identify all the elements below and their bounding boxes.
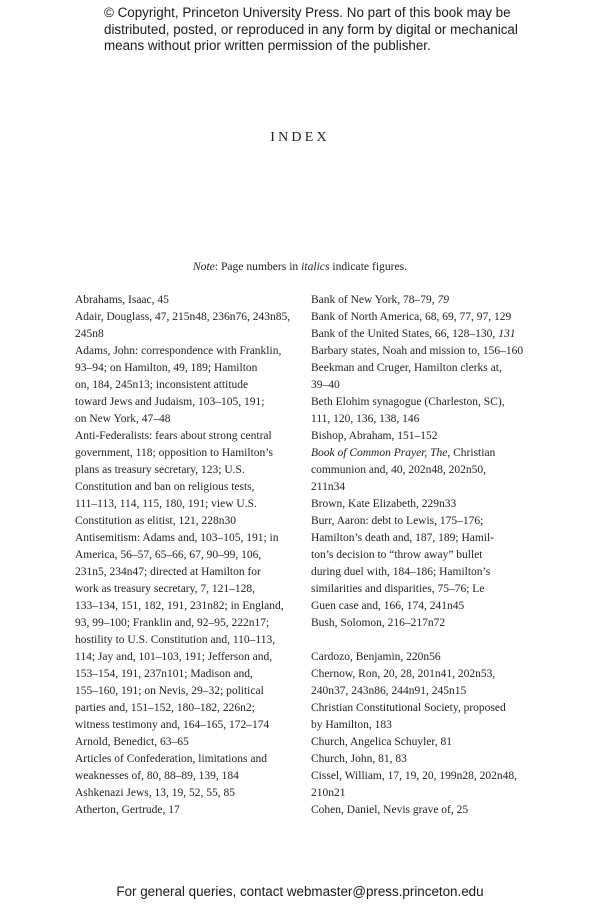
entry-line: parties and, 151–152, 180–182, 226n2;: [75, 702, 255, 714]
entry-line: 153–154, 191, 237n101; Madison and,: [75, 668, 253, 680]
entry-line: Arnold, Benedict, 63–65: [75, 736, 189, 748]
entry-line: by Hamilton, 183: [311, 719, 392, 731]
entry-line: Burr, Aaron: debt to Lewis, 175–176;: [311, 515, 484, 527]
entry-line: Hamilton’s death and, 187, 189; Hamil-: [311, 532, 495, 544]
entry-line: Articles of Confederation, limitations and: [75, 753, 267, 765]
index-entry: [75, 734, 315, 751]
entry-line: Atherton, Gertrude, 17: [75, 804, 180, 816]
entry-line: witness testimony and, 164–165, 172–174: [75, 719, 270, 731]
entry-line: communion and, 40, 202n48, 202n50,: [311, 464, 487, 476]
book-title: Book of Common Prayer, The: [311, 447, 448, 459]
index-column-left: [75, 292, 315, 819]
entry-line: 210n21: [311, 787, 346, 799]
entry-text: Bank of New York, 78–79,: [311, 294, 438, 306]
entry-line: on, 184, 245n13; inconsistent attitude: [75, 379, 249, 391]
index-entry: [311, 734, 551, 751]
entry-line: Guen case and, 166, 174, 241n45: [311, 600, 465, 612]
entry-text: , Christian: [447, 447, 496, 459]
index-entry: [75, 428, 315, 530]
entry-line: Beth Elohim synagogue (Charleston, SC),: [311, 396, 505, 408]
entry-line: weaknesses of, 80, 88–89, 139, 184: [75, 770, 239, 782]
index-entry: [311, 309, 551, 326]
index-entry: [311, 343, 551, 360]
entry-line: 211n34: [311, 481, 346, 493]
entry-line: plans as treasury secretary, 123; U.S.: [75, 464, 245, 476]
index-entry: [311, 292, 551, 309]
index-note: [0, 260, 600, 273]
entry-line: 240n37, 243n86, 244n91, 245n15: [311, 685, 467, 697]
index-entry: [311, 428, 551, 445]
note-text: : Page numbers in: [214, 260, 302, 273]
entry-line: Adams, John: correspondence with Franklin,: [75, 345, 282, 357]
index-entry: [75, 292, 315, 309]
entry-line: 155–160, 191; on Nevis, 29–32; political: [75, 685, 264, 697]
index-entry: [311, 751, 551, 768]
page-title: INDEX: [270, 130, 330, 145]
index-entry: [75, 785, 315, 802]
entry-line: Bishop, Abraham, 151–152: [311, 430, 438, 442]
figure-page-ref: 131: [498, 328, 516, 340]
entry-line: 93, 99–100; Franklin and, 92–95, 222n17;: [75, 617, 270, 629]
index-entry: [311, 360, 551, 394]
index-entry: [311, 700, 551, 734]
entry-text: Bank of the United States, 66, 128–130,: [311, 328, 499, 340]
entry-line: similarities and disparities, 75–76; Le: [311, 583, 485, 595]
entry-line: Chernow, Ron, 20, 28, 201n41, 202n53,: [311, 668, 496, 680]
copyright-line: distributed, posted, or reproduced in any form by digital or mechanical: [104, 21, 518, 37]
entry-line: Constitution and ban on religious tests,: [75, 481, 255, 493]
entry-line: 93–94; on Hamilton, 49, 189; Hamilton: [75, 362, 258, 374]
index-entry: [311, 768, 551, 802]
entry-line: Bank of North America, 68, 69, 77, 97, 129: [311, 311, 512, 323]
entry-line: [311, 292, 551, 309]
entry-line: government, 118; opposition to Hamilton’s: [75, 447, 273, 459]
entry-line: toward Jews and Judaism, 103–105, 191;: [75, 396, 265, 408]
entry-line: [311, 445, 551, 462]
entry-line: Barbary states, Noah and mission to, 156–160: [311, 345, 524, 357]
index-entry: [75, 309, 315, 343]
index-entry: [311, 496, 551, 513]
index-entry: [311, 326, 551, 343]
entry-line: Christian Constitutional Society, proposed: [311, 702, 506, 714]
entry-line: Anti-Federalists: fears about strong central: [75, 430, 272, 442]
entry-line: America, 56–57, 65–66, 67, 90–99, 106,: [75, 549, 262, 561]
index-entry: [311, 666, 551, 700]
entry-line: Beekman and Cruger, Hamilton clerks at,: [311, 362, 502, 374]
index-entry: [311, 649, 551, 666]
entry-line: Brown, Kate Elizabeth, 229n33: [311, 498, 457, 510]
entry-line: on New York, 47–48: [75, 413, 171, 425]
entry-line: Church, John, 81, 83: [311, 753, 407, 765]
entry-line: 111–113, 114, 115, 180, 191; view U.S.: [75, 498, 257, 510]
entry-line: Bush, Solomon, 216–217n72: [311, 617, 446, 629]
entry-line: Adair, Douglass, 47, 215n48, 236n76, 243n85,: [75, 311, 291, 323]
index-column-right: [311, 292, 551, 819]
entry-line: 133–134, 151, 182, 191, 231n82; in England,: [75, 600, 284, 612]
index-entry: [311, 615, 551, 632]
entry-line: 111, 120, 136, 138, 146: [311, 413, 420, 425]
entry-line: Cardozo, Benjamin, 220n56: [311, 651, 441, 663]
entry-line: Cissel, William, 17, 19, 20, 199n28, 202n48,: [311, 770, 518, 782]
entry-line: Antisemitism: Adams and, 103–105, 191; in: [75, 532, 279, 544]
index-entry: [311, 802, 551, 819]
footer-contact: For general queries, contact webmaster@press.princeton.edu: [116, 884, 484, 899]
index-entry: [75, 751, 315, 785]
entry-line: Cohen, Daniel, Nevis grave of, 25: [311, 804, 469, 816]
note-italic-word: italics: [301, 260, 330, 273]
index-entry: [311, 394, 551, 428]
entry-line: Ashkenazi Jews, 13, 19, 52, 55, 85: [75, 787, 236, 799]
note-text: indicate figures.: [329, 260, 408, 273]
entry-line: during duel with, 184–186; Hamilton’s: [311, 566, 491, 578]
copyright-line: © Copyright, Princeton University Press. No part of this book may be: [104, 5, 511, 20]
index-entry: [75, 343, 315, 428]
entry-line: 231n5, 234n47; directed at Hamilton for: [75, 566, 261, 578]
copyright-notice: [104, 5, 524, 55]
entry-line: work as treasury secretary, 7, 121–128,: [75, 583, 256, 595]
entry-line: Church, Angelica Schuyler, 81: [311, 736, 453, 748]
entry-line: ton’s decision to “throw away” bullet: [311, 549, 483, 561]
note-label: Note: [192, 260, 215, 273]
letter-group-gap: [311, 632, 551, 649]
copyright-line: means without prior written permission of the publisher.: [104, 38, 431, 53]
entry-line: Constitution as elitist, 121, 228n30: [75, 515, 237, 527]
figure-page-ref: 79: [437, 294, 449, 306]
entry-line: [311, 326, 551, 343]
index-entry: [311, 513, 551, 615]
index-entry: [75, 802, 315, 819]
index-entry: [311, 445, 551, 496]
entry-line: 39–40: [311, 379, 340, 391]
entry-line: 114; Jay and, 101–103, 191; Jefferson and,: [75, 651, 273, 663]
entry-line: hostility to U.S. Constitution and, 110–113,: [75, 634, 276, 646]
index-entry: [75, 530, 315, 734]
entry-line: 245n8: [75, 328, 104, 340]
entry-line: Abrahams, Isaac, 45: [75, 294, 169, 306]
